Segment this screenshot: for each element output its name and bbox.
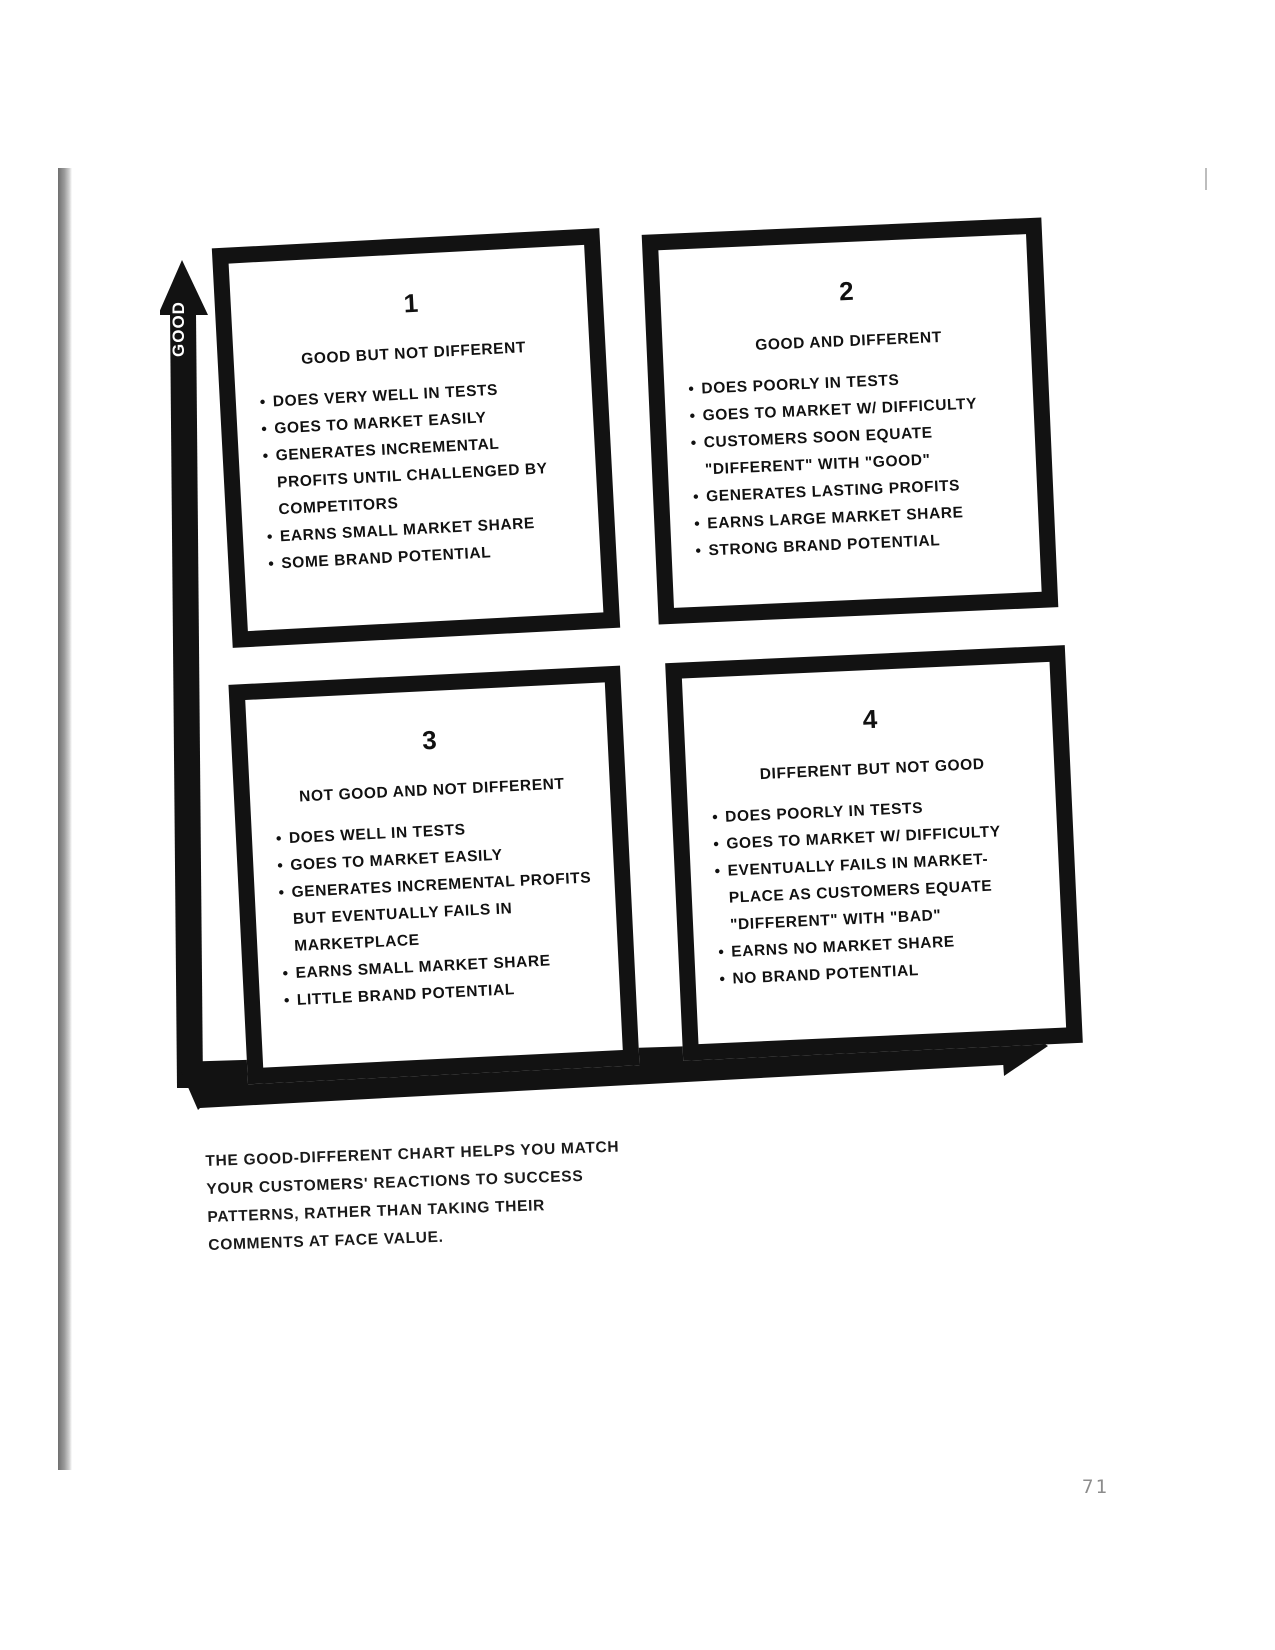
different-axis-label: DIFFERENT bbox=[901, 1084, 1035, 1117]
list-item: • STRONG BRAND POTENTIAL bbox=[695, 524, 1020, 565]
list-item: • CUSTOMERS SOON EQUATE "DIFFERENT" WITH "GOOD" bbox=[690, 416, 1016, 484]
page-number: 71 bbox=[1082, 1476, 1109, 1498]
list-item: • NO BRAND POTENTIAL bbox=[719, 951, 1044, 993]
quadrant-title: GOOD BUT NOT DIFFERENT bbox=[300, 339, 527, 368]
good-axis-shaft bbox=[170, 312, 203, 1088]
list-item: • SOME BRAND POTENTIAL bbox=[268, 535, 581, 578]
list-item: • DOES POORLY IN TESTS bbox=[712, 790, 1037, 832]
quadrant-number: 4 bbox=[862, 703, 878, 735]
quadrant-number: 2 bbox=[838, 275, 855, 307]
list-item: • GOES TO MARKET EASILY bbox=[261, 400, 574, 443]
list-item: • EARNS SMALL MARKET SHARE bbox=[282, 945, 599, 987]
list-item: • GENERATES INCREMENTAL PROFITS BUT EVENTUALLY FAILS IN MARKETPLACE bbox=[278, 864, 598, 960]
list-item: • LITTLE BRAND POTENTIAL bbox=[283, 972, 600, 1014]
list-item: • GOES TO MARKET W/ DIFFICULTY bbox=[713, 817, 1038, 859]
quadrant-4 bbox=[665, 645, 1083, 1061]
list-item: • EVENTUALLY FAILS IN MARKET-PLACE AS CUSTOMERS EQUATE "DIFFERENT" WITH "BAD" bbox=[714, 844, 1041, 940]
list-item: • GOES TO MARKET EASILY bbox=[277, 837, 594, 879]
list-item: • GOES TO MARKET W/ DIFFICULTY bbox=[689, 389, 1014, 430]
list-item: • EARNS NO MARKET SHARE bbox=[718, 924, 1043, 966]
quadrant-2 bbox=[642, 217, 1059, 624]
quadrant-list bbox=[275, 810, 600, 1014]
quadrant-title: NOT GOOD AND NOT DIFFERENT bbox=[298, 775, 565, 806]
list-item: • GENERATES INCREMENTAL PROFITS UNTIL CHALLENGED BY COMPETITORS bbox=[262, 427, 578, 524]
quadrant-title: GOOD AND DIFFERENT bbox=[754, 328, 943, 355]
list-item: • DOES POORLY IN TESTS bbox=[688, 362, 1013, 403]
quadrant-list bbox=[259, 373, 580, 578]
list-item: • EARNS SMALL MARKET SHARE bbox=[266, 508, 579, 551]
quadrant-number: 3 bbox=[421, 724, 438, 756]
good-different-chart bbox=[160, 220, 1100, 1180]
list-item: • DOES WELL IN TESTS bbox=[275, 810, 592, 852]
quadrant-number: 1 bbox=[402, 287, 419, 319]
scan-page-edge bbox=[58, 168, 72, 1470]
quadrant-list bbox=[688, 362, 1020, 565]
list-item: • DOES VERY WELL IN TESTS bbox=[259, 373, 572, 416]
quadrant-3 bbox=[228, 666, 639, 1085]
list-item: • EARNS LARGE MARKET SHARE bbox=[694, 497, 1019, 538]
scan-mark bbox=[1205, 168, 1207, 190]
figure-caption: THE GOOD-DIFFERENT CHART HELPS YOU MATCH YOUR CUSTOMERS' REACTIONS TO SUCCESS PATTERNS, RATHER THAN TAKING THEIR COMMENTS AT FACE VALUE. bbox=[205, 1138, 620, 1254]
quadrant-1 bbox=[212, 228, 620, 648]
good-axis-label: GOOD bbox=[169, 301, 188, 357]
list-item: • GENERATES LASTING PROFITS bbox=[693, 470, 1018, 511]
quadrant-list bbox=[712, 790, 1044, 994]
quadrant-title: DIFFERENT BUT NOT GOOD bbox=[759, 755, 985, 784]
